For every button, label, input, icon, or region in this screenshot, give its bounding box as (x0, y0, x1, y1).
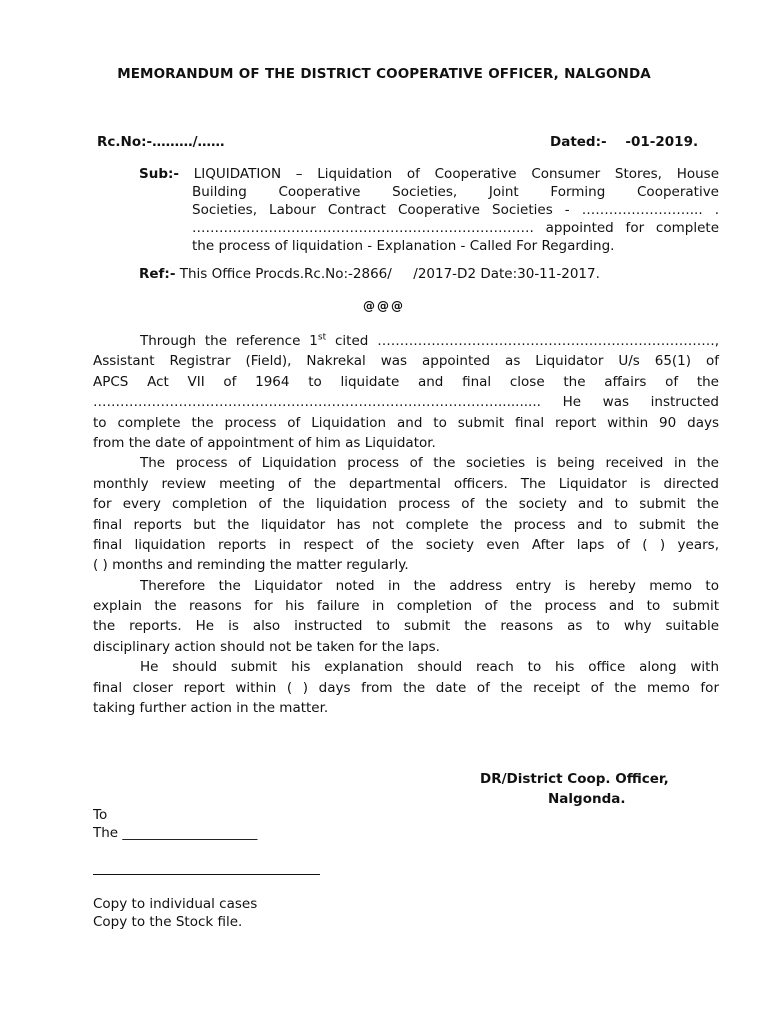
signatory-title: DR/District Coop. Officer, (480, 771, 669, 787)
memo-body (93, 331, 719, 718)
p1-line-5: to complete the process of Liquidation and to submit final report within 90 days (93, 414, 719, 431)
p2-line-5: final liquidation reports in respect of the society even After laps of ( ) years, (93, 536, 719, 553)
subject-line-4: …………………………………………………………………. appointed for complete (192, 220, 719, 236)
p3-line-2: explain the reasons for his failure in completion of the process and to submit (93, 598, 719, 615)
p1-text-b: cited …………………………………………………………………, (326, 333, 720, 349)
p1-line-6: from the date of appointment of him as Liquidator. (93, 434, 436, 451)
p2-line-2: monthly review meeting of the departmental officers. The Liquidator is directed (93, 475, 719, 492)
signatory-place: Nalgonda. (548, 791, 626, 807)
separator: @@@ (363, 299, 405, 313)
p4-line-1: He should submit his explanation should reach to his office along with (140, 659, 719, 676)
copy-individual-cases: Copy to individual cases (93, 896, 258, 912)
p2-line-1: The process of Liquidation process of the societies is being received in the (140, 455, 719, 472)
p3-line-1: Therefore the Liquidator noted in the address entry is hereby memo to (140, 577, 719, 594)
to-label: To (93, 807, 108, 823)
p1-line-1 (93, 331, 719, 351)
subject-line-1 (139, 165, 719, 183)
reference (139, 266, 600, 282)
subject-label: Sub:- (139, 166, 179, 182)
p2-line-6: ( ) months and reminding the matter regularly. (93, 557, 409, 574)
p4-line-3: taking further action in the matter. (93, 700, 329, 717)
p1-line-2: Assistant Registrar (Field), Nakrekal was appointed as Liquidator U/s 65(1) of (93, 353, 719, 370)
reference-text: This Office Procds.Rc.No:-2866/ /2017-D2 Date:30-11-2017. (175, 266, 600, 282)
p1-superscript: st (317, 332, 327, 343)
copy-stock-file: Copy to the Stock file. (93, 914, 243, 930)
p2-line-3: for every completion of the liquidation process of the society and to submit the (93, 496, 719, 513)
p1-line-3: APCS Act VII of 1964 to liquidate and final close the affairs of the (93, 373, 719, 390)
addressee-line: The ____________________ (93, 825, 258, 841)
subject-block (139, 165, 719, 255)
p1-line-4: ……………………………………………………………………………….......... He was instructed (93, 394, 719, 411)
p4-line-2: final closer report within ( ) days from the date of the receipt of the memo for (93, 679, 719, 696)
subject-line-3: Societies, Labour Contract Cooperative Societies - ……………………... . (192, 202, 719, 218)
p2-line-4: final reports but the liquidator has not complete the process and to submit the (93, 516, 719, 533)
reference-label: Ref:- (139, 266, 176, 282)
address-blank-line (93, 874, 320, 875)
subject-text-1: LIQUIDATION – Liquidation of Cooperative Consumer Stores, House (193, 166, 719, 182)
p3-line-3: the reports. He is also instructed to submit the reasons as to why suitable (93, 618, 719, 635)
dated: Dated:- -01-2019. (550, 134, 699, 150)
rc-number: Rc.No:-………/…… (97, 134, 225, 150)
memo-title: MEMORANDUM OF THE DISTRICT COOPERATIVE OFFICER, NALGONDA (117, 66, 651, 82)
subject-line-2: Building Cooperative Societies, Joint Forming Cooperative (192, 184, 719, 200)
p3-line-4: disciplinary action should not be taken for the laps. (93, 638, 440, 655)
subject-line-5: the process of liquidation - Explanation - Called For Regarding. (192, 238, 615, 254)
p1-text-a: Through the reference 1 (140, 333, 318, 349)
